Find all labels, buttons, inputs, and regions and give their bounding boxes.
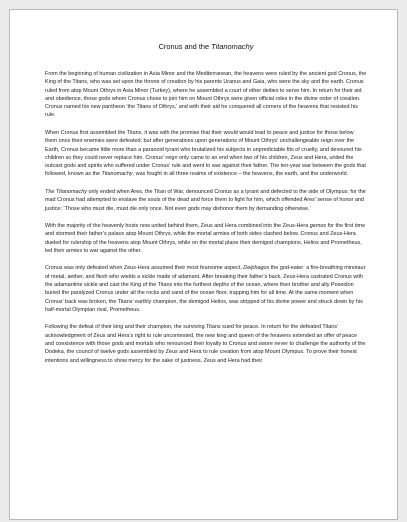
paragraph-3	[45, 188, 367, 213]
paragraph-5	[45, 264, 367, 314]
paragraph-1: From the beginning of human civilization in Asia Minor and the Mediterranean, the heavens were ruled by the ancient god Cronus, the King of the Titans, who was set upon the throne of creation by his parents Uranus and Gaia, who were the sky and the earth. Cronus ruled from atop Mount Othrys in Asia Minor (Turkey), where he assembled a court of other deities to serve him. In return for their aid and obedience, those gods whom Cronus chose to join him on Mount Othrys were given official roles in the divine order of creation. Cronus named his new pantheon ‘the Titans of Othrys,’ and with their aid he conquered all corners of the heavens that resisted his rule.	[45, 71, 367, 119]
document-title	[45, 42, 367, 52]
paragraph-3-italic: The Titanomachy	[45, 188, 87, 195]
paragraph-6: Following the defeat of their king and their champion, the surviving Titans sued for peace. In return for the defeated Titans’ acknowledgment of Zeus and Hera’s right to rule uncontested, the new king and queen of the heavens extended an offer of peace and coexistence with those gods and mortals who renounced their loyalty to Cronus and swore never to challenge the authority of the Dodeka, the council of twelve gods assembled by Zeus and Hera to rule creation from atop Mount Olympus. To prove their honest intentions and willingness to show mercy for the sake of justness, Zeus and Hera had their	[45, 324, 366, 364]
title-italic-text: Titanomachy	[211, 42, 254, 51]
title-text: Cronus and the	[158, 42, 212, 51]
paragraph-2-text-b: , was fought in all three realms of existence – the heavens, the earth, and the underworld.	[132, 171, 349, 178]
document-page	[9, 9, 398, 520]
paragraph-3-text: only ended when Ares, the Titan of War, denounced Cronus as a tyrant and defected to the side of Olympus; for the mad Cronus had attempted to enslave the souls of the dead and force them to fight for him, which offended Ares’ sense of honor and justice: ‘Those who must die, must die only once. Not even gods may dishonor them by demanding otherwise.’	[45, 188, 366, 212]
paragraph-2-text-a: When Cronus first assembled the Titans, it was with the promise that their would would lead to peace and justice for those below them once their enemies were defeated; but after generations upon generations of Mount Othrys’ unchallengeable reign over the Earth, Cronus became little more than a paranoid tyrant who brutalized his subjects in unpredictable fits of cruelty, and devoured his children so they could never replace him. Cronus’ reign only came to an end when two of his children, Zeus and Hera, united the outcast gods and spirits who suffered under Cronus’ rule and went to war against their father. The ten-year war between the gods that followed, known as the	[45, 129, 366, 178]
paragraph-4	[45, 222, 367, 255]
paragraph-2	[45, 129, 367, 179]
paragraph-5-text-a: Cronus was only defeated when Zeus-Hera assumed their most fearsome aspect,	[45, 265, 244, 272]
paragraph-4-italic: gemos	[309, 223, 327, 230]
paragraph-5-italic: Deiphagos	[243, 265, 270, 272]
paragraph-2-italic: Titanomachy	[101, 171, 133, 178]
paragraph-4-text-a: With the majority of the heavenly hosts now united behind them, Zeus and Hera combined into the Zeus-Hera	[45, 223, 310, 230]
paragraph-4-text-b: for the first time and stormed their father’s palace atop Mount Othrys, while the mortal armies of both sides clashed below. Cronus and Zeus-Hera dueled for rulership of the heavens atop Mount Othrys, while on the mortal plane their demigod champions, Helios and Prometheus, led their armies to war against the other.	[45, 223, 366, 254]
paragraph-5-text-b: the god-eater: a fire-breathing minotaur of metal, aether, and flesh who wields a sickle made of adamant. After breaking their father’s back, Zeus-Hera castrated Cronus with the adamantine sickle and cast the King of the Titans into the furthest depths of the ocean, where their brother and ally Poseidon buried the paralyzed Cronus under all the rocks and sand of the ocean floor, trapping him for all time. At the same moment when Cronus’ back was broken, the Titans’ earthly champion, the demigod Helios, was stripped of his divine power and struck down by his half-mortal Olympian rival, Prometheus.	[45, 265, 366, 313]
document-body	[45, 42, 367, 374]
